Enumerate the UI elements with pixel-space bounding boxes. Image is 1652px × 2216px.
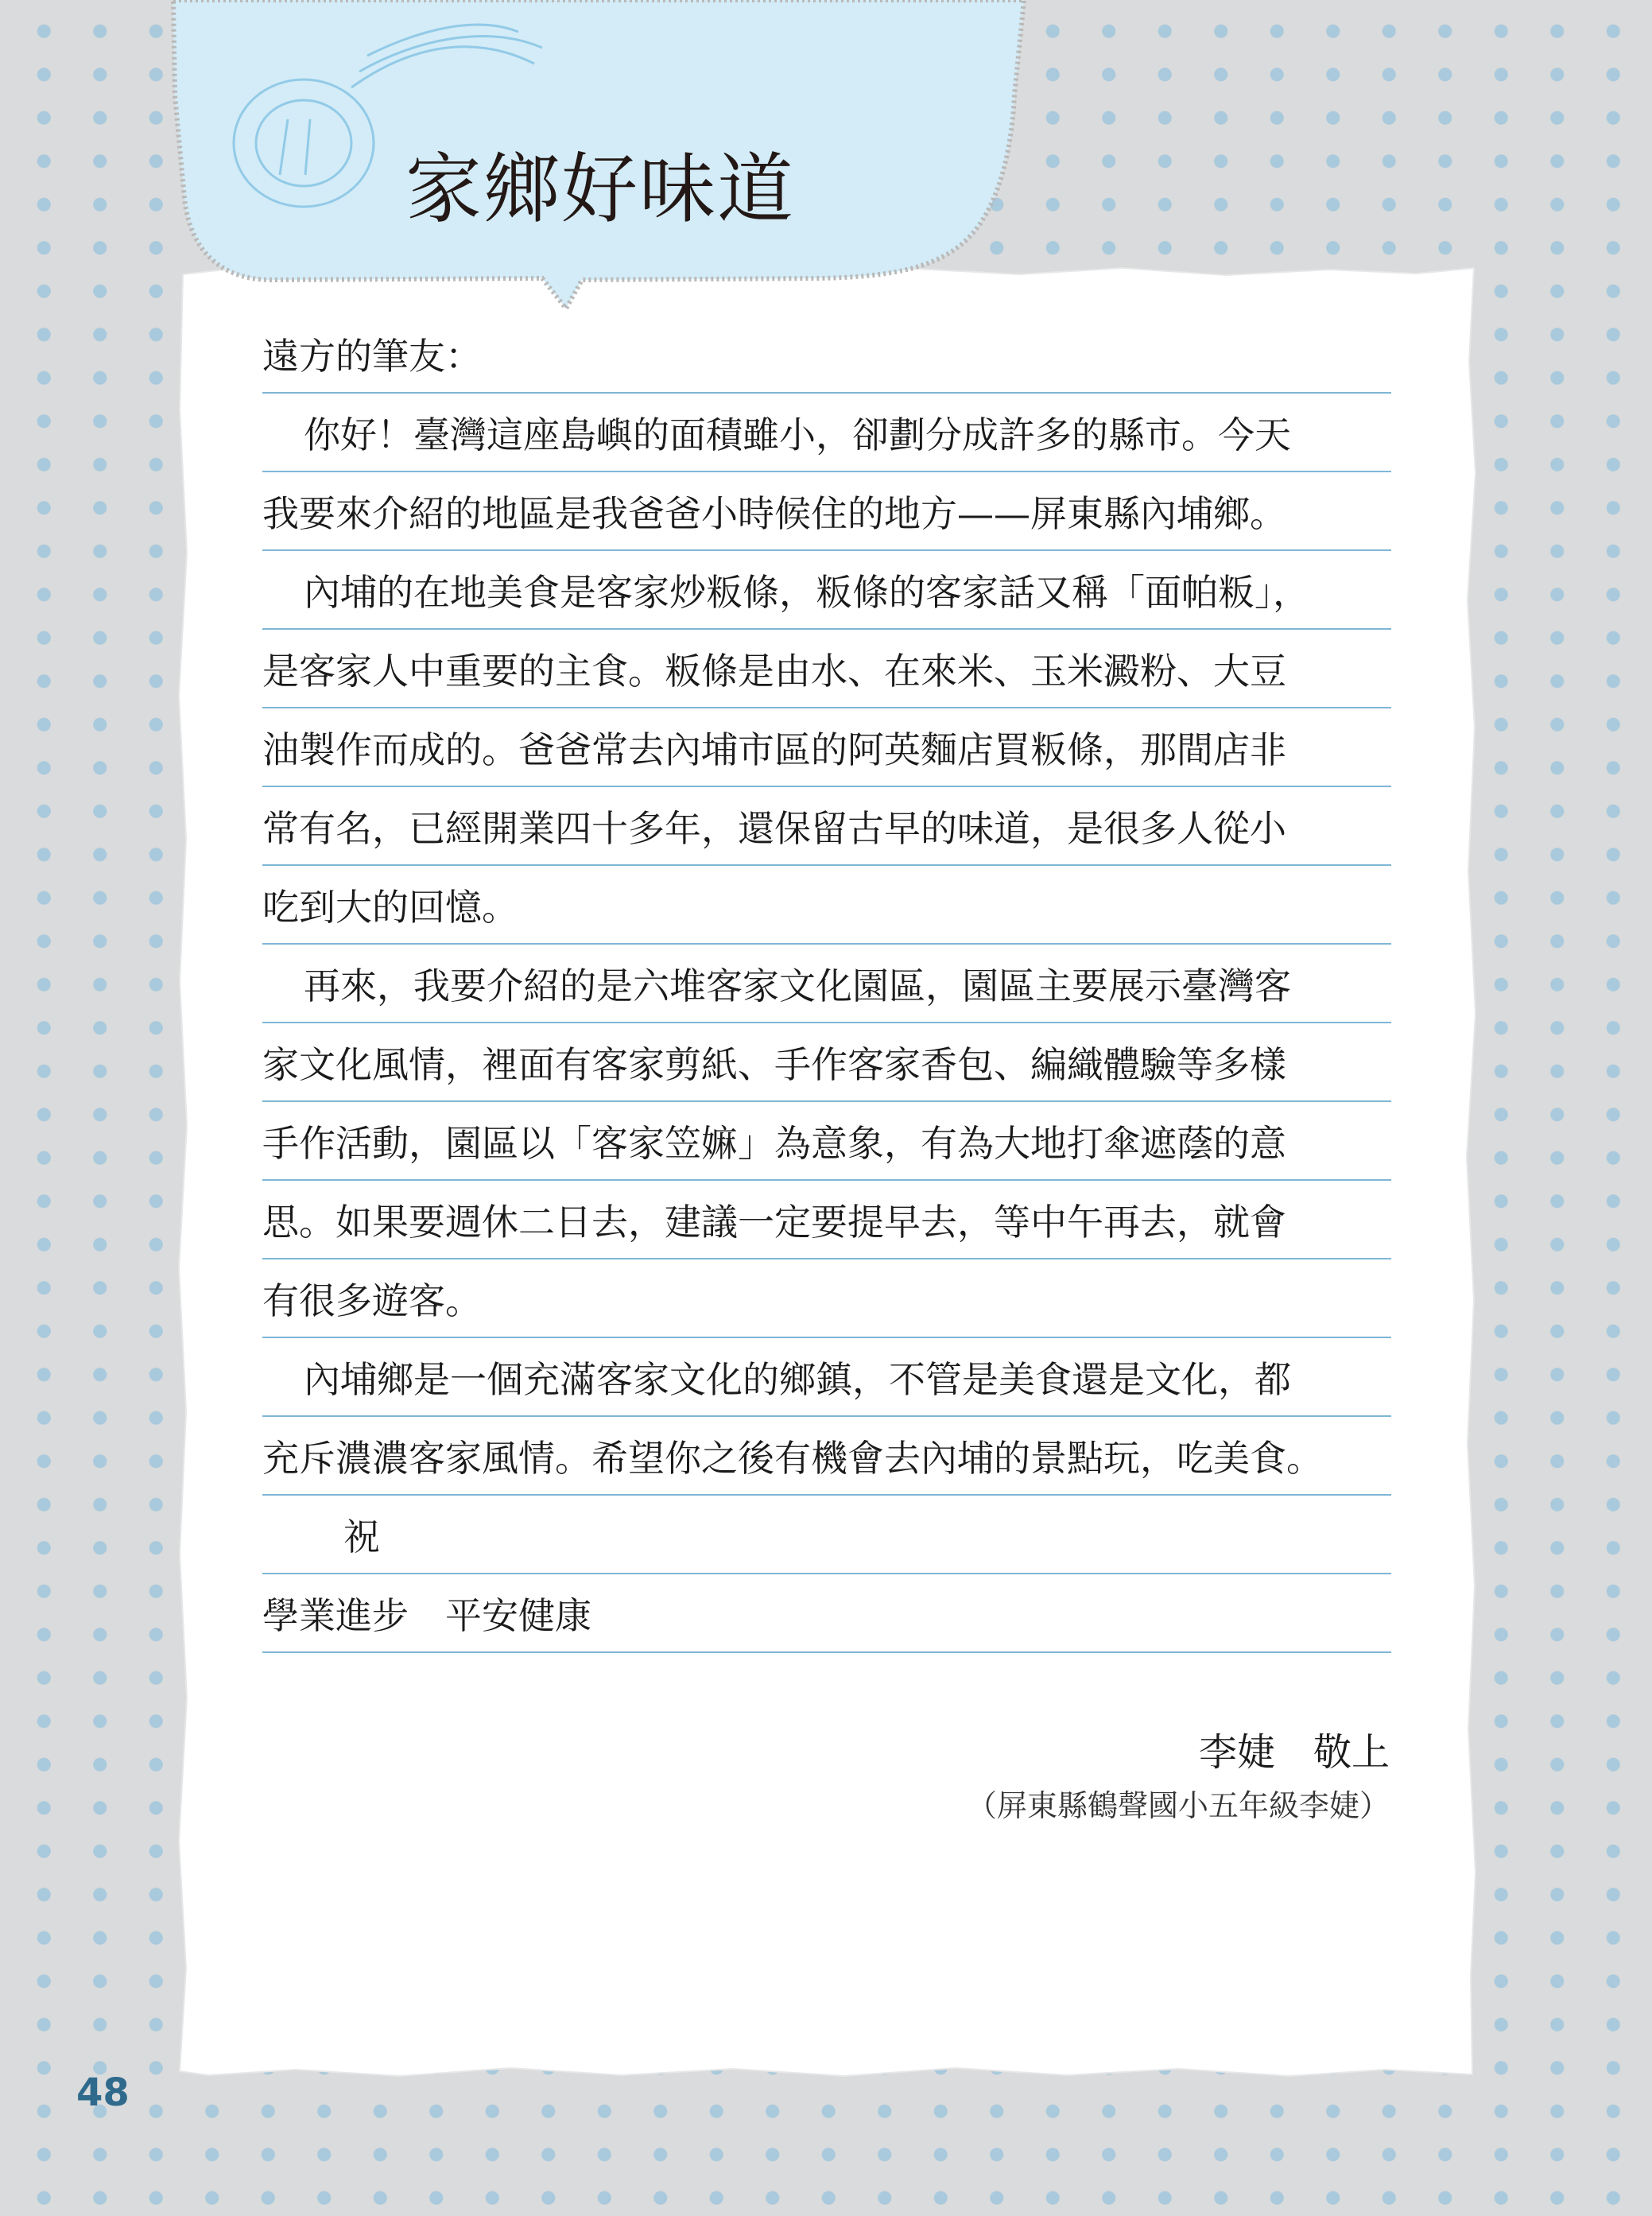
author-note: （屏東縣鶴聲國小五年級李婕） <box>966 1788 1390 1823</box>
letter-line: 充斥濃濃客家風情。希望你之後有機會去內埔的景點玩，吃美食。 <box>262 1417 1391 1496</box>
letter-body <box>262 315 1391 1653</box>
page-title: 家鄉好味道 <box>405 145 795 234</box>
letter-line: 家文化風情，裡面有客家剪紙、手作客家香包、編織體驗等多樣 <box>262 1023 1391 1102</box>
letter-signature: 李婕 敬上 <box>1198 1730 1390 1775</box>
letter-line: 手作活動，園區以「客家笠嫲」為意象，有為大地打傘遮蔭的意 <box>262 1102 1391 1181</box>
letter-line: 遠方的筆友： <box>262 315 1391 394</box>
letter-line: 再來，我要介紹的是六堆客家文化園區，園區主要展示臺灣客 <box>262 945 1391 1023</box>
letter-line: 學業進步 平安健康 <box>262 1574 1391 1653</box>
letter-line: 你好！臺灣這座島嶼的面積雖小，卻劃分成許多的縣市。今天 <box>262 394 1391 472</box>
letter-line: 油製作而成的。爸爸常去內埔市區的阿英麵店買粄條，那間店非 <box>262 708 1391 787</box>
letter-line: 是客家人中重要的主食。粄條是由水、在來米、玉米澱粉、大豆 <box>262 630 1391 708</box>
letter-line: 內埔的在地美食是客家炒粄條，粄條的客家話又稱「面帕粄」， <box>262 551 1391 630</box>
letter-line: 常有名，已經開業四十多年，還保留古早的味道，是很多人從小 <box>262 787 1391 866</box>
letter-line: 有很多遊客。 <box>262 1259 1391 1338</box>
letter-line: 思。如果要週休二日去，建議一定要提早去，等中午再去，就會 <box>262 1181 1391 1259</box>
letter-line: 內埔鄉是一個充滿客家文化的鄉鎮，不管是美食還是文化，都 <box>262 1338 1391 1417</box>
page-number: 48 <box>76 2070 130 2115</box>
letter-line: 我要來介紹的地區是我爸爸小時候住的地方——屏東縣內埔鄉。 <box>262 472 1391 551</box>
letter-line: 吃到大的回憶。 <box>262 866 1391 945</box>
letter-line: 祝 <box>262 1496 1391 1574</box>
